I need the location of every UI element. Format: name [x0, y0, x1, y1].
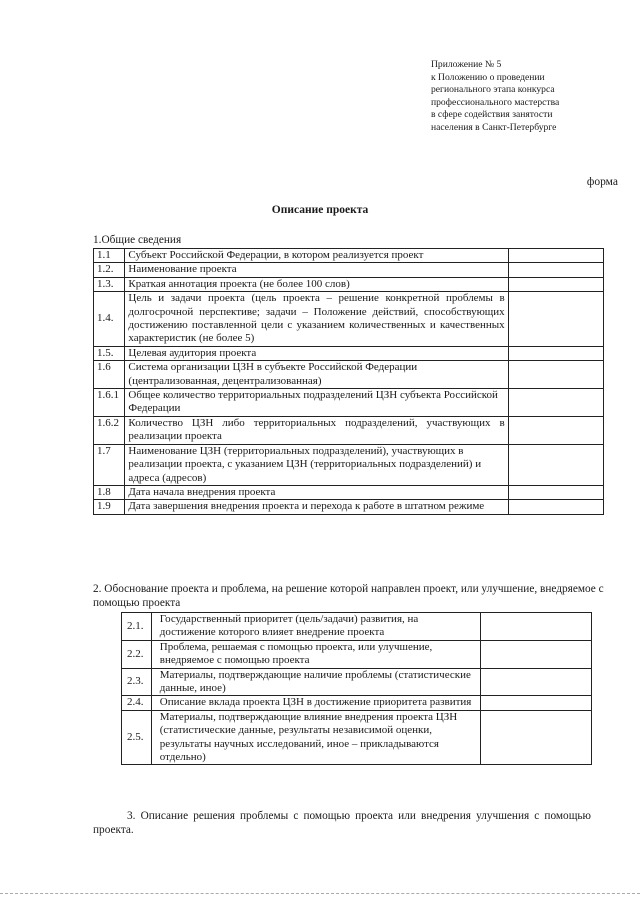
row-number: 1.9: [94, 500, 125, 514]
table-row: [122, 696, 592, 710]
appendix-line: профессионального мастерства: [431, 96, 560, 108]
row-number: 2.1.: [122, 613, 152, 641]
row-number: 1.6.1: [94, 389, 125, 417]
table-row: [94, 485, 604, 499]
appendix-line: в сфере содействия занятости: [431, 109, 553, 121]
row-number: 1.5.: [94, 346, 125, 360]
section2-heading: 2. Обоснование проекта и проблема, на решение которой направлен проект, или улучшение, внедряемое с помощью проекта: [93, 583, 604, 609]
table-row: [94, 277, 604, 291]
value-cell[interactable]: [480, 640, 591, 668]
row-number: 1.1: [94, 249, 125, 263]
table-row: [94, 249, 604, 263]
row-text: Государственный приоритет (цель/задачи) развития, на достижение которого влияет внедрение проекта: [151, 613, 480, 641]
value-cell[interactable]: [480, 668, 591, 696]
row-text: Количество ЦЗН либо территориальных подразделений, участвующих в реализации проекта: [125, 416, 508, 444]
table-row: [122, 668, 592, 696]
row-number: 2.2.: [122, 640, 152, 668]
row-text: Дата завершения внедрения проекта и перехода к работе в штатном режиме: [125, 500, 508, 514]
row-text: Краткая аннотация проекта (не более 100 слов): [125, 277, 508, 291]
row-text: Описание вклада проекта ЦЗН в достижение приоритета развития: [151, 696, 480, 710]
row-number: 2.4.: [122, 696, 152, 710]
row-text: Наименование проекта: [125, 263, 508, 277]
row-number: 1.6: [94, 361, 125, 389]
appendix-note: [431, 59, 631, 135]
appendix-line: регионального этапа конкурса: [431, 84, 555, 96]
row-text: Материалы, подтверждающие наличие проблемы (статистические данные, иное): [151, 668, 480, 696]
value-cell[interactable]: [480, 710, 591, 765]
row-text: Система организации ЦЗН в субъекте Российской Федерации (централизованная, децентрализованная): [125, 361, 508, 389]
value-cell[interactable]: [480, 613, 591, 641]
value-cell[interactable]: [508, 361, 603, 389]
row-text: Субъект Российской Федерации, в котором реализуется проект: [125, 249, 508, 263]
row-text: Общее количество территориальных подразделений ЦЗН субъекта Российской Федерации: [125, 389, 508, 417]
table-row: [122, 710, 592, 765]
value-cell[interactable]: [508, 346, 603, 360]
table-row: [94, 389, 604, 417]
row-text: Материалы, подтверждающие влияние внедрения проекта ЦЗН (статистические данные, результаты независимой оценки, результаты научных исследований, иное – прикладываются отдельно): [151, 710, 480, 765]
scan-edge-line: [0, 893, 640, 894]
table-row: [94, 361, 604, 389]
value-cell[interactable]: [508, 485, 603, 499]
row-text: Наименование ЦЗН (территориальных подразделений), участвующих в реализации проекта, с указанием ЦЗН (территориальных подразделений) и адреса (адресов): [125, 444, 508, 485]
appendix-line: населения в Санкт-Петербурге: [431, 121, 557, 133]
row-number: 1.6.2: [94, 416, 125, 444]
general-info-table: [93, 248, 604, 515]
value-cell[interactable]: [508, 249, 603, 263]
row-number: 1.3.: [94, 277, 125, 291]
value-cell[interactable]: [480, 696, 591, 710]
table-row: [94, 500, 604, 514]
table-row: [122, 640, 592, 668]
forma-label: форма: [586, 176, 618, 188]
table-row: [94, 444, 604, 485]
value-cell[interactable]: [508, 263, 603, 277]
row-text: Цель и задачи проекта (цель проекта – решение конкретной проблемы в долгосрочной перспективе; задачи – Положение действий, способствующих достижению поставленной цели с указанием количественных и качественных характеристик (не более 5): [125, 292, 508, 347]
table-row: [94, 416, 604, 444]
table-row: [94, 346, 604, 360]
value-cell[interactable]: [508, 416, 603, 444]
row-number: 1.4.: [94, 292, 125, 347]
appendix-line: к Положению о проведении: [431, 71, 545, 83]
row-text: Проблема, решаемая с помощью проекта, или улучшение, внедряемое с помощью проекта: [151, 640, 480, 668]
row-text: Целевая аудитория проекта: [125, 346, 508, 360]
table-row: [94, 263, 604, 277]
row-number: 2.5.: [122, 710, 152, 765]
value-cell[interactable]: [508, 277, 603, 291]
row-number: 1.2.: [94, 263, 125, 277]
appendix-line: Приложение № 5: [431, 59, 502, 70]
section3-text: 3. Описание решения проблемы с помощью проекта или внедрения улучшения с помощью проекта.: [93, 810, 591, 836]
section1-heading: 1.Общие сведения: [93, 234, 182, 246]
table-row: [122, 613, 592, 641]
row-number: 2.3.: [122, 668, 152, 696]
value-cell[interactable]: [508, 444, 603, 485]
value-cell[interactable]: [508, 500, 603, 514]
row-text: Дата начала внедрения проекта: [125, 485, 508, 499]
value-cell[interactable]: [508, 389, 603, 417]
row-number: 1.7: [94, 444, 125, 485]
table-row: [94, 292, 604, 347]
value-cell[interactable]: [508, 292, 603, 347]
row-number: 1.8: [94, 485, 125, 499]
justification-table: [121, 612, 592, 765]
page-title: Описание проекта: [271, 204, 369, 216]
